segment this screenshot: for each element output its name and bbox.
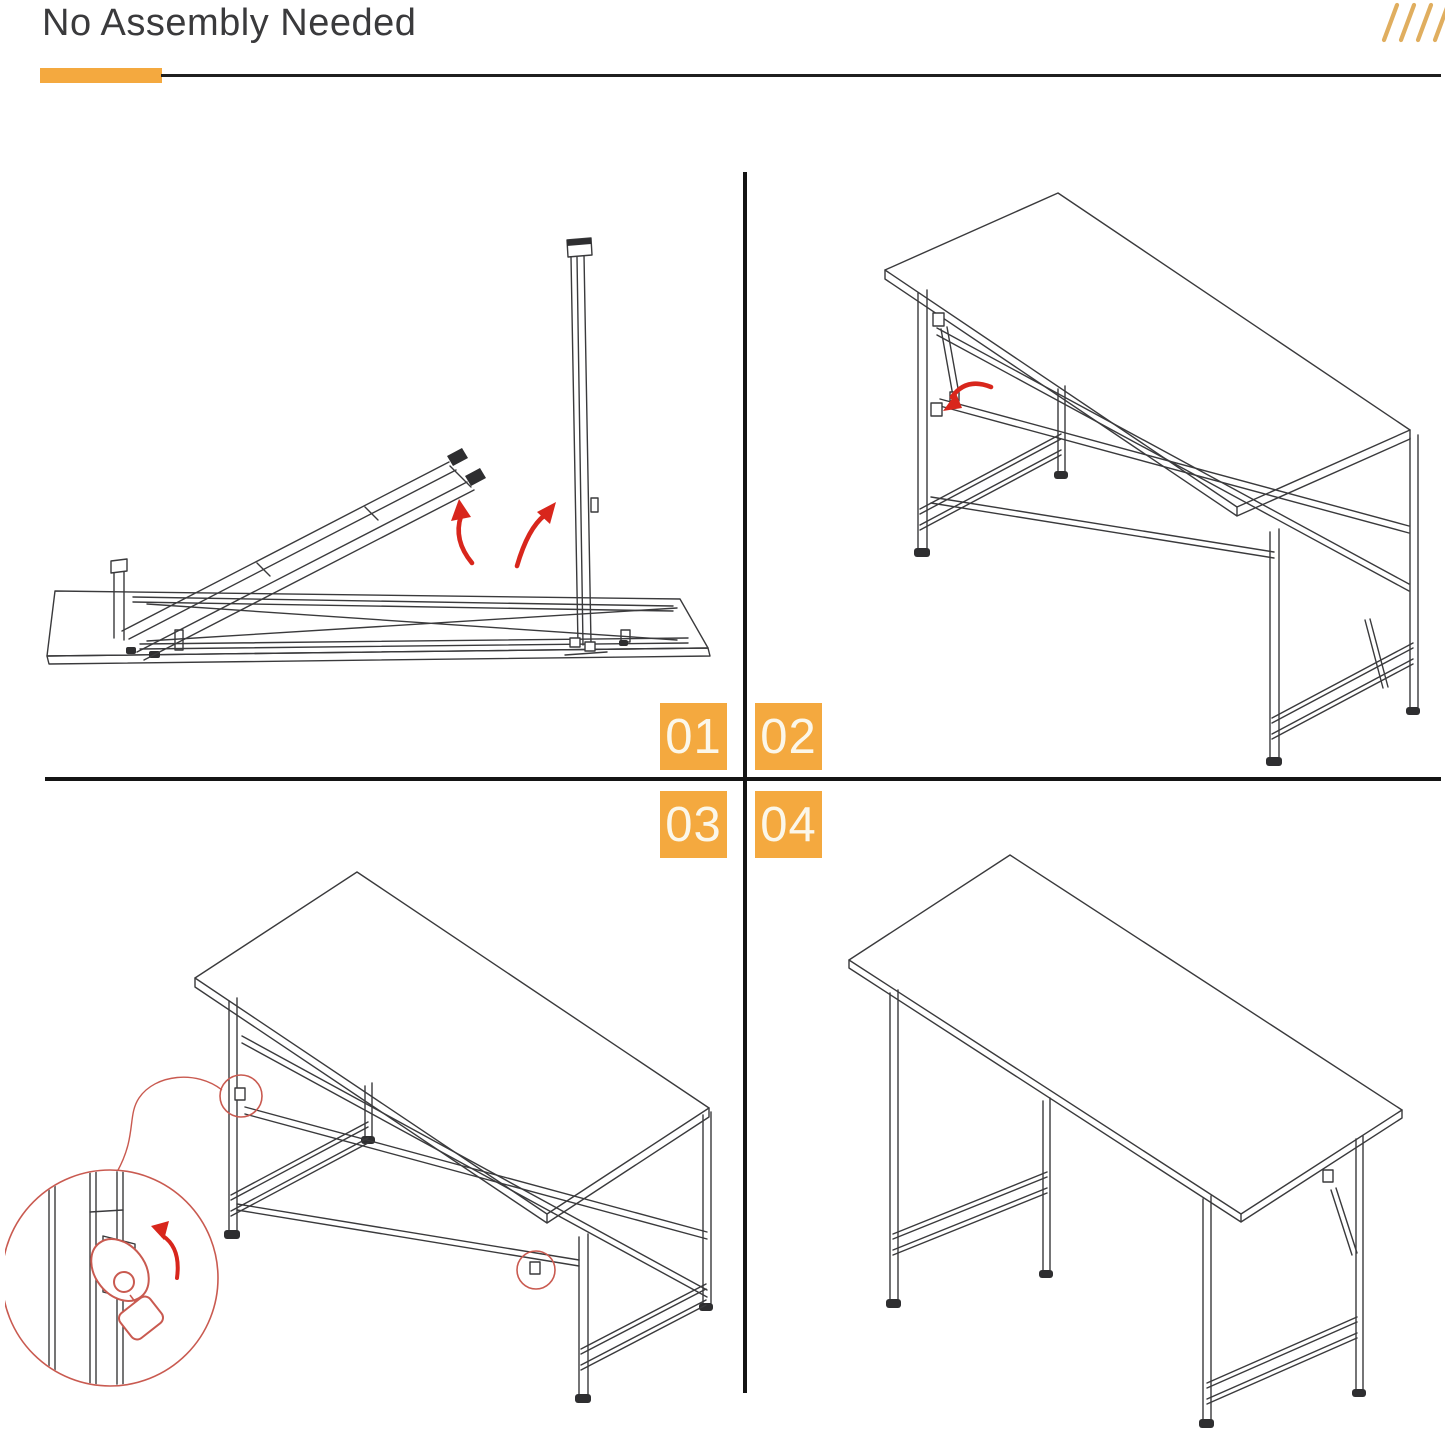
page-title: No Assembly Needed xyxy=(42,2,417,44)
step-number: 01 xyxy=(665,709,722,764)
step-number: 02 xyxy=(760,709,817,764)
step-02-illustration xyxy=(800,180,1440,780)
vertical-divider xyxy=(743,172,747,1393)
title-accent-bar xyxy=(40,68,162,83)
step-number: 03 xyxy=(665,797,722,852)
lift-arrow-icon xyxy=(517,502,556,566)
step-01-illustration xyxy=(25,200,720,760)
decorative-slashes-icon xyxy=(1372,0,1445,46)
step-04-illustration xyxy=(810,845,1440,1430)
step-number: 04 xyxy=(760,797,817,852)
step-03-illustration xyxy=(5,800,740,1430)
lift-arrow-icon xyxy=(451,499,472,563)
title-rule-line xyxy=(161,74,1441,77)
latch-magnified-detail xyxy=(5,1166,218,1392)
magnifier-leader-line xyxy=(117,1077,222,1172)
